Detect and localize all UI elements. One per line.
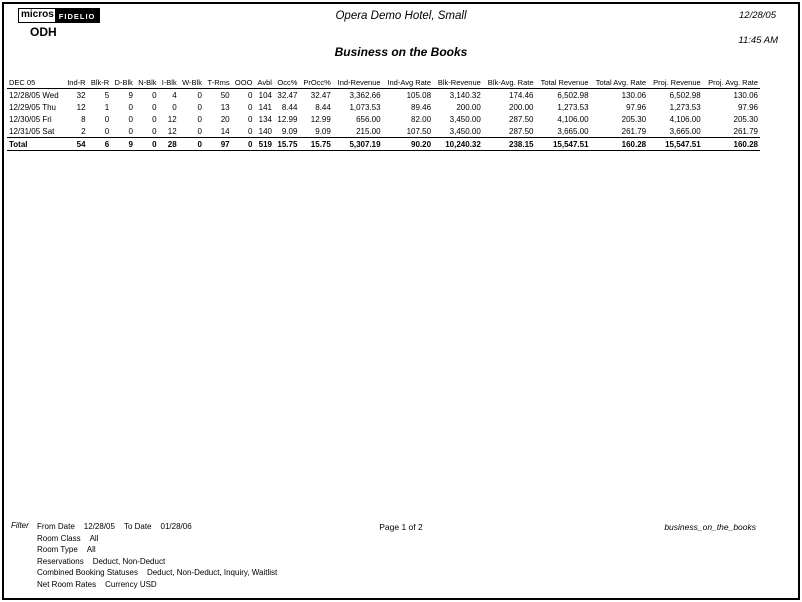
value-cell: 205.30 bbox=[621, 115, 647, 124]
col-header: Proj. Avg. Rate bbox=[703, 76, 760, 89]
value-cell: 130.06 bbox=[621, 91, 647, 100]
total-value-cell: 519 bbox=[254, 138, 274, 151]
total-value-cell: 0 bbox=[135, 138, 159, 151]
value-cell: 9.09 bbox=[281, 127, 298, 136]
filter-value: 12/28/05 bbox=[83, 522, 115, 531]
col-header: Total Revenue bbox=[536, 76, 591, 89]
value-cell: 0 bbox=[172, 103, 177, 112]
total-value-cell: 10,240.32 bbox=[433, 138, 483, 151]
filter-value: All bbox=[89, 533, 99, 543]
value-cell: 8.44 bbox=[315, 103, 331, 112]
value-cell: 97.96 bbox=[626, 103, 647, 112]
total-value-cell: 15.75 bbox=[299, 138, 332, 151]
total-value-cell: 0 bbox=[232, 138, 255, 151]
value-cell: 12.99 bbox=[277, 115, 298, 124]
col-header: Total Avg. Rate bbox=[591, 76, 649, 89]
filter-name: To Date bbox=[123, 522, 152, 531]
report-page bbox=[2, 2, 800, 600]
business-on-books-table bbox=[7, 76, 760, 151]
filter-line bbox=[37, 579, 277, 591]
filter-name: Room Type bbox=[37, 545, 78, 554]
value-cell: 12.99 bbox=[310, 115, 331, 124]
value-cell: 1,073.53 bbox=[349, 103, 381, 112]
table-row bbox=[7, 113, 760, 125]
col-header: D-Blk bbox=[111, 76, 135, 89]
value-cell: 9 bbox=[128, 91, 133, 100]
value-cell: 215.00 bbox=[356, 127, 381, 136]
col-header: Blk-Avg. Rate bbox=[483, 76, 536, 89]
date-cell: 12/29/05 Thu bbox=[9, 103, 57, 112]
value-cell: 0 bbox=[197, 91, 202, 100]
value-cell: 4,106.00 bbox=[557, 115, 589, 124]
value-cell: 3,362.66 bbox=[349, 91, 381, 100]
col-header: Occ% bbox=[274, 76, 299, 89]
value-cell: 140 bbox=[258, 127, 272, 136]
report-file-name: business_on_the_books bbox=[664, 522, 756, 532]
value-cell: 0 bbox=[247, 127, 253, 136]
col-header: I-Blk bbox=[159, 76, 179, 89]
value-cell: 0 bbox=[128, 127, 133, 136]
value-cell: 32 bbox=[76, 91, 86, 100]
filter-name: Combined Booking Statuses bbox=[37, 568, 138, 577]
col-header: Ind-Avg Rate bbox=[383, 76, 433, 89]
col-header: PrOcc% bbox=[299, 76, 332, 89]
value-cell: 105.08 bbox=[406, 91, 432, 100]
col-header: W-Blk bbox=[179, 76, 204, 89]
col-header: Blk-R bbox=[88, 76, 112, 89]
value-cell: 0 bbox=[104, 115, 110, 124]
filter-section-label: Filter bbox=[11, 521, 29, 530]
value-cell: 104 bbox=[258, 91, 272, 100]
value-cell: 3,450.00 bbox=[449, 115, 481, 124]
col-header: OOO bbox=[232, 76, 255, 89]
value-cell: 0 bbox=[152, 103, 157, 112]
value-cell: 3,140.32 bbox=[449, 91, 481, 100]
col-header: Avbl bbox=[254, 76, 274, 89]
value-cell: 0 bbox=[247, 115, 253, 124]
filter-name: From Date bbox=[37, 522, 75, 531]
total-row bbox=[7, 138, 760, 151]
filter-name: Reservations bbox=[37, 556, 84, 566]
value-cell: 0 bbox=[247, 91, 253, 100]
value-cell: 200.00 bbox=[509, 103, 534, 112]
page-indicator: Page 1 of 2 bbox=[379, 522, 423, 532]
value-cell: 130.06 bbox=[733, 91, 758, 100]
value-cell: 12 bbox=[76, 103, 86, 112]
col-header: T-Rms bbox=[204, 76, 232, 89]
value-cell: 0 bbox=[152, 91, 157, 100]
col-header: N-Blk bbox=[135, 76, 159, 89]
filter-value: Currency USD bbox=[105, 579, 157, 589]
value-cell: 1,273.53 bbox=[557, 103, 589, 112]
value-cell: 0 bbox=[197, 127, 202, 136]
value-cell: 4 bbox=[172, 91, 177, 100]
total-value-cell: 15.75 bbox=[274, 138, 299, 151]
header-row bbox=[7, 76, 760, 89]
total-value-cell: 5,307.19 bbox=[333, 138, 383, 151]
report-title: Business on the Books bbox=[334, 45, 468, 59]
total-value-cell: 160.28 bbox=[591, 138, 649, 151]
value-cell: 97.96 bbox=[737, 103, 758, 112]
total-value-cell: 54 bbox=[64, 138, 88, 151]
total-value-cell: 0 bbox=[179, 138, 204, 151]
date-cell: 12/31/05 Sat bbox=[9, 127, 55, 136]
value-cell: 287.50 bbox=[509, 115, 534, 124]
col-header: Ind-R bbox=[64, 76, 88, 89]
report-date: 12/28/05 bbox=[739, 10, 776, 21]
table-row bbox=[7, 89, 760, 102]
table-body bbox=[7, 89, 760, 151]
value-cell: 6,502.98 bbox=[557, 91, 589, 100]
total-value-cell: 6 bbox=[88, 138, 112, 151]
value-cell: 0 bbox=[128, 103, 133, 112]
property-code: ODH bbox=[30, 25, 57, 39]
value-cell: 89.46 bbox=[411, 103, 432, 112]
total-value-cell: 15,547.51 bbox=[648, 138, 703, 151]
filter-name: Net Room Rates bbox=[37, 579, 97, 589]
total-value-cell: 238.15 bbox=[483, 138, 536, 151]
total-value-cell: 160.28 bbox=[703, 138, 760, 151]
value-cell: 174.46 bbox=[509, 91, 534, 100]
total-value-cell: 9 bbox=[111, 138, 135, 151]
total-value-cell: 15,547.51 bbox=[536, 138, 591, 151]
value-cell: 13 bbox=[220, 103, 230, 112]
col-header-month: DEC 05 bbox=[7, 76, 64, 89]
value-cell: 9.09 bbox=[315, 127, 331, 136]
value-cell: 200.00 bbox=[456, 103, 481, 112]
value-cell: 50 bbox=[220, 91, 230, 100]
value-cell: 8.44 bbox=[281, 103, 298, 112]
value-cell: 12 bbox=[167, 115, 177, 124]
total-value-cell: 90.20 bbox=[383, 138, 433, 151]
value-cell: 82.00 bbox=[411, 115, 432, 124]
table-row bbox=[7, 125, 760, 138]
filter-value: Deduct, Non-Deduct bbox=[92, 556, 166, 566]
value-cell: 1 bbox=[104, 103, 110, 112]
value-cell: 261.79 bbox=[621, 127, 647, 136]
value-cell: 4,106.00 bbox=[669, 115, 701, 124]
value-cell: 5 bbox=[104, 91, 110, 100]
col-header: Blk-Revenue bbox=[433, 76, 483, 89]
value-cell: 6,502.98 bbox=[669, 91, 701, 100]
value-cell: 3,450.00 bbox=[449, 127, 481, 136]
value-cell: 0 bbox=[128, 115, 133, 124]
filter-name: Room Class bbox=[37, 533, 81, 543]
logo-fidelio-text: FIDELIO bbox=[55, 9, 100, 22]
value-cell: 3,665.00 bbox=[557, 127, 589, 136]
logo-micros-text: micros bbox=[21, 9, 54, 20]
value-cell: 0 bbox=[152, 127, 157, 136]
filter-line bbox=[37, 567, 277, 579]
value-cell: 0 bbox=[197, 115, 202, 124]
value-cell: 0 bbox=[152, 115, 157, 124]
date-cell: 12/30/05 Fri bbox=[9, 115, 52, 124]
value-cell: 2 bbox=[81, 127, 86, 136]
value-cell: 1,273.53 bbox=[669, 103, 701, 112]
value-cell: 287.50 bbox=[509, 127, 534, 136]
value-cell: 12 bbox=[167, 127, 177, 136]
report-time: 11:45 AM bbox=[738, 35, 778, 46]
value-cell: 656.00 bbox=[356, 115, 381, 124]
col-header: Proj. Revenue bbox=[648, 76, 703, 89]
filter-line bbox=[37, 533, 277, 545]
value-cell: 0 bbox=[247, 103, 253, 112]
value-cell: 32.47 bbox=[277, 91, 298, 100]
value-cell: 205.30 bbox=[733, 115, 758, 124]
value-cell: 3,665.00 bbox=[669, 127, 701, 136]
filter-value: 01/28/06 bbox=[160, 522, 192, 531]
value-cell: 261.79 bbox=[733, 127, 758, 136]
filter-line bbox=[37, 544, 277, 556]
value-cell: 107.50 bbox=[406, 127, 432, 136]
value-cell: 134 bbox=[258, 115, 272, 124]
value-cell: 32.47 bbox=[310, 91, 331, 100]
value-cell: 14 bbox=[220, 127, 230, 136]
total-label: Total bbox=[7, 138, 64, 151]
table-header bbox=[7, 76, 760, 89]
value-cell: 8 bbox=[81, 115, 86, 124]
value-cell: 0 bbox=[104, 127, 110, 136]
total-value-cell: 28 bbox=[159, 138, 179, 151]
value-cell: 0 bbox=[197, 103, 202, 112]
value-cell: 20 bbox=[220, 115, 230, 124]
value-cell: 141 bbox=[258, 103, 272, 112]
hotel-name: Opera Demo Hotel, Small bbox=[335, 10, 467, 22]
table-row bbox=[7, 101, 760, 113]
filter-value: All bbox=[86, 545, 96, 554]
total-value-cell: 97 bbox=[204, 138, 232, 151]
date-cell: 12/28/05 Wed bbox=[9, 91, 59, 100]
col-header: Ind-Revenue bbox=[333, 76, 383, 89]
filter-value: Deduct, Non-Deduct, Inquiry, Waitlist bbox=[146, 568, 278, 577]
filter-line bbox=[37, 556, 277, 568]
